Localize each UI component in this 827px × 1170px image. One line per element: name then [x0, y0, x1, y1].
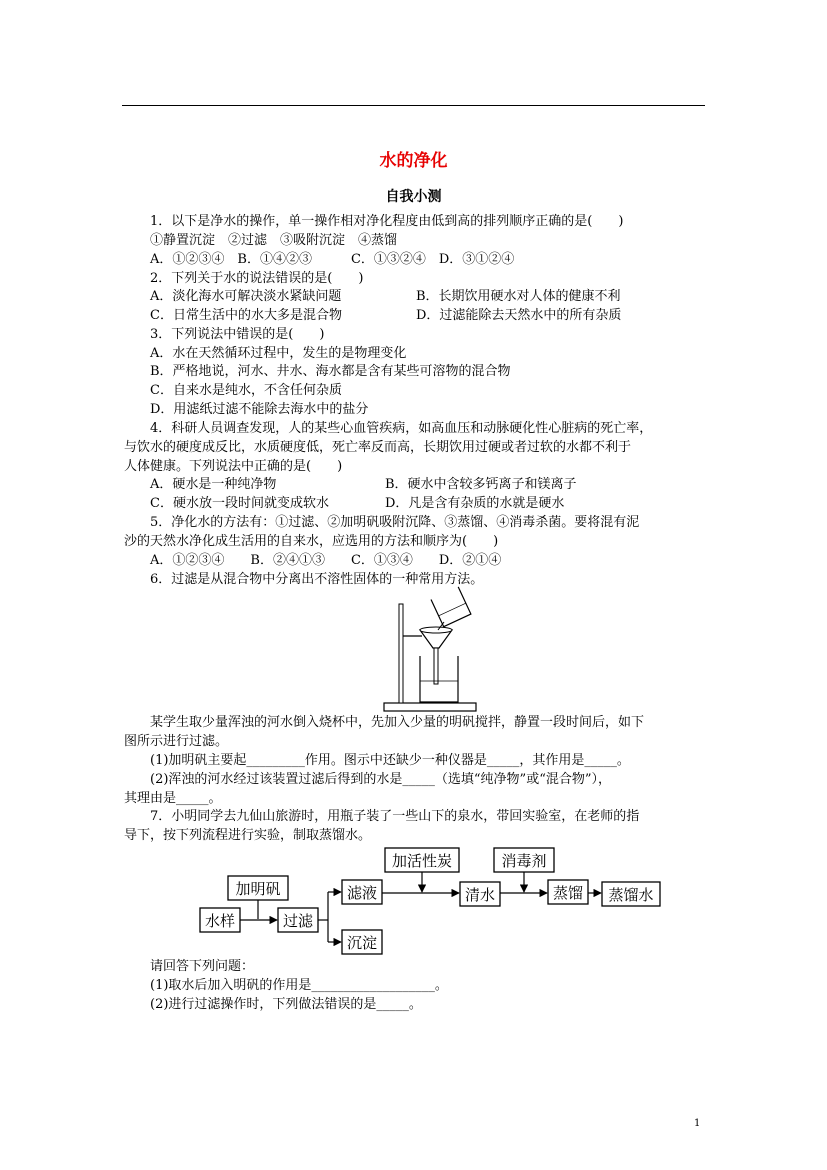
flow-label-clear: 清水: [464, 886, 496, 904]
flow-label-sample: 水样: [204, 912, 236, 930]
q2-stem: 2．下列关于水的说法错误的是( ): [150, 271, 364, 286]
q2-option-b: B．长期饮用硬水对人体的健康不利: [416, 289, 621, 304]
flow-label-filtrate: 滤液: [346, 884, 378, 902]
q2-option-d: D．过滤能除去天然水中的所有杂质: [416, 308, 622, 323]
flow-label-disinfectant: 消毒剂: [501, 852, 547, 870]
q4-option-a: A．硬水是一种纯净物: [150, 477, 277, 492]
q6-stem: 6．过滤是从混合物中分离出不溶性固体的一种常用方法。: [150, 572, 484, 587]
q6-sub1: (1)加明矾主要起_________作用。图示中还缺少一种仪器是_____，其作用是_____。: [150, 753, 630, 768]
flow-label-sediment: 沉淀: [346, 934, 378, 952]
q7-stem-line1: 7．小明同学去九仙山旅游时，用瓶子装了一些山下的泉水，带回实验室，在老师的指: [150, 809, 640, 824]
q3-option-c: C．自来水是纯水，不含任何杂质: [150, 383, 342, 398]
q2-option-a: A．淡化海水可解决淡水紧缺问题: [150, 289, 342, 304]
q6-para-line1: 某学生取少量浑浊的河水倒入烧杯中，先加入少量的明矾搅拌，静置一段时间后，如下: [150, 715, 645, 730]
q4-option-b: B．硬水中含较多钙离子和镁离子: [385, 477, 577, 492]
q5-options: A．①②③④ B．②④①③ C．①③④ D．②①④: [150, 553, 502, 568]
q3-option-d: D．用滤纸过滤不能除去海水中的盐分: [150, 402, 369, 417]
header-rule: [122, 105, 705, 106]
page-number: 1: [694, 1118, 701, 1129]
section-subtitle: 自我小测: [385, 189, 442, 205]
q1-stem: 1．以下是净水的操作，单一操作相对净化程度由低到高的排列顺序正确的是( ): [150, 214, 624, 229]
q7-stem-line2: 导下，按下列流程进行实验，制取蒸馏水。: [124, 828, 372, 843]
flow-label-carbon: 加活性炭: [391, 852, 453, 870]
flow-label-filtration: 过滤: [282, 912, 314, 930]
q7-prompt: 请回答下列问题：: [150, 959, 255, 974]
q1-options: A．①②③④ B．①④②③ C．①③②④ D．③①②④: [150, 252, 515, 267]
q3-option-a: A．水在天然循环过程中，发生的是物理变化: [150, 346, 407, 361]
filtration-apparatus-figure: [370, 586, 500, 716]
q6-para-line2: 图所示进行过滤。: [124, 734, 229, 749]
q4-stem-line1: 4．科研人员调查发现，人的某些心血管疾病，如高血压和动脉硬化性心脏病的死亡率，: [150, 421, 653, 436]
q2-option-c: C．日常生活中的水大多是混合物: [150, 308, 342, 323]
q7-sub1: (1)取水后加入明矾的作用是___________________。: [150, 978, 448, 993]
flow-label-alum: 加明矾: [235, 880, 281, 898]
flow-label-distilled: 蒸馏水: [608, 886, 654, 904]
q4-option-c: C．硬水放一段时间就变成软水: [150, 496, 329, 511]
q7-sub2: (2)进行过滤操作时，下列做法错误的是_____。: [150, 997, 422, 1012]
q3-option-b: B．严格地说，河水、井水、海水都是含有某些可溶物的混合物: [150, 364, 511, 379]
q6-sub2: (2)浑浊的河水经过该装置过滤后得到的水是_____（选填“纯净物”或“混合物”），: [150, 772, 611, 787]
process-flow-diagram: [190, 840, 670, 960]
q3-stem: 3．下列说法中错误的是( ): [150, 327, 325, 342]
q5-stem-line1: 5．净化水的方法有：①过滤、②加明矾吸附沉降、③蒸馏、④消毒杀菌。要将混有泥: [150, 515, 640, 530]
q5-stem-line2: 沙的天然水净化成生活用的自来水，应选用的方法和顺序为( ): [124, 534, 499, 549]
q4-stem-line3: 人体健康。下列说法中正确的是( ): [124, 459, 343, 474]
q4-stem-line2: 与饮水的硬度成反比，水质硬度低，死亡率反而高，长期饮用过硬或者过软的水都不利于: [124, 440, 632, 455]
page-title: 水的净化: [379, 151, 448, 171]
q4-option-d: D．凡是含有杂质的水就是硬水: [385, 496, 565, 511]
flow-label-distill: 蒸馏: [552, 884, 584, 902]
q1-items: ①静置沉淀 ②过滤 ③吸附沉淀 ④蒸馏: [150, 233, 398, 248]
q6-sub3: 其理由是_____。: [124, 791, 222, 806]
